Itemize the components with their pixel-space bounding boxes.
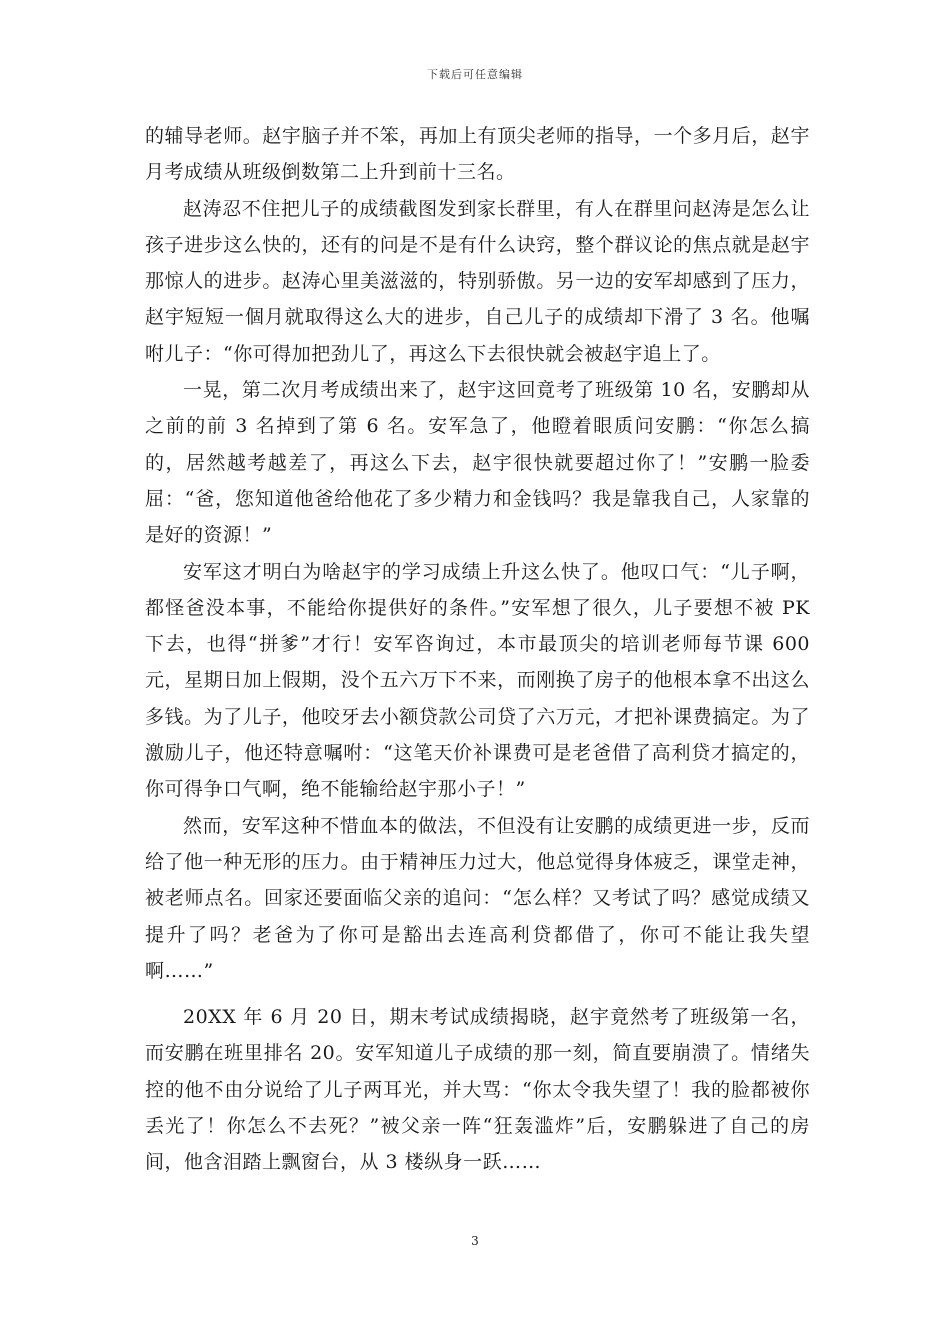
page-number: 3 [471, 1234, 479, 1248]
paragraph-4: 安军这才明白为啥赵宇的学习成绩上升这么快了。他叹口气：“儿子啊，都怪爸没本事，不能给你提供好的条件。”安军想了很久，儿子要想不被 PK 下去，也得“拼爹”才行！安军咨询过，本市最顶尖的培训老师每节课 600 元，星期日加上假期，没个五六万下不来，而刚换了房子的他根本拿不出这么多钱。为了儿子，他咬牙去小额贷款公司贷了六万元，才把补课费搞定。为了激励儿子，他还特意嘱咐：“这笔天价补课费可是老爸借了高利贷才搞定的，你可得争口气啊，绝不能输给赵宇那小子！” [145, 560, 810, 801]
paragraph-2: 赵涛忍不住把儿子的成绩截图发到家长群里，有人在群里问赵涛是怎么让孩子进步这么快的，还有的问是不是有什么诀窍，整个群议论的焦点就是赵宇那惊人的进步。赵涛心里美滋滋的，特别骄傲。另一边的安军却感到了压力，赵宇短短一個月就取得这么大的进步，自己儿子的成绩却下滑了 3 名。他嘱咐儿子：“你可得加把劲儿了，再这么下去很快就会被赵宇追上了。 [145, 197, 810, 365]
header-note: 下载后可任意编辑 [427, 68, 523, 81]
paragraph-5: 然而，安军这种不惜血本的做法，不但没有让安鹏的成绩更进一步，反而给了他一种无形的压力。由于精神压力过大，他总觉得身体疲乏，课堂走神，被老师点名。回家还要面临父亲的追问：“怎么样？又考试了吗？感觉成绩又提升了吗？老爸为了你可是豁出去连高利贷都借了，你可不能让我失望啊……” [145, 814, 810, 982]
paragraph-1: 的辅导老师。赵宇脑子并不笨，再加上有顶尖老师的指导，一个多月后，赵宇月考成绩从班级倒数第二上升到前十三名。 [145, 125, 810, 184]
paragraph-3: 一晃，第二次月考成绩出来了，赵宇这回竟考了班级第 10 名，安鹏却从之前的前 3 名掉到了第 6 名。安军急了，他瞪着眼质问安鹏：“你怎么搞的，居然越考越差了，再这么下去，赵宇很快就要超过你了！”安鹏一脸委屈：“爸，您知道他爸给他花了多少精力和金钱吗？我是靠我自己，人家靠的是好的资源！” [145, 379, 810, 547]
paragraph-6: 20XX 年 6 月 20 日，期末考试成绩揭晓，赵宇竟然考了班级第一名，而安鹏在班里排名 20。安军知道儿子成绩的那一刻，简直要崩溃了。情绪失控的他不由分说给了儿子两耳光，并大骂：“你太令我失望了！我的脸都被你丢光了！你怎么不去死？”被父亲一阵“狂轰滥炸”后，安鹏躲进了自己的房间，他含泪踏上飘窗台，从 3 楼纵身一跃…… [145, 1006, 810, 1174]
article-body [145, 118, 810, 1181]
